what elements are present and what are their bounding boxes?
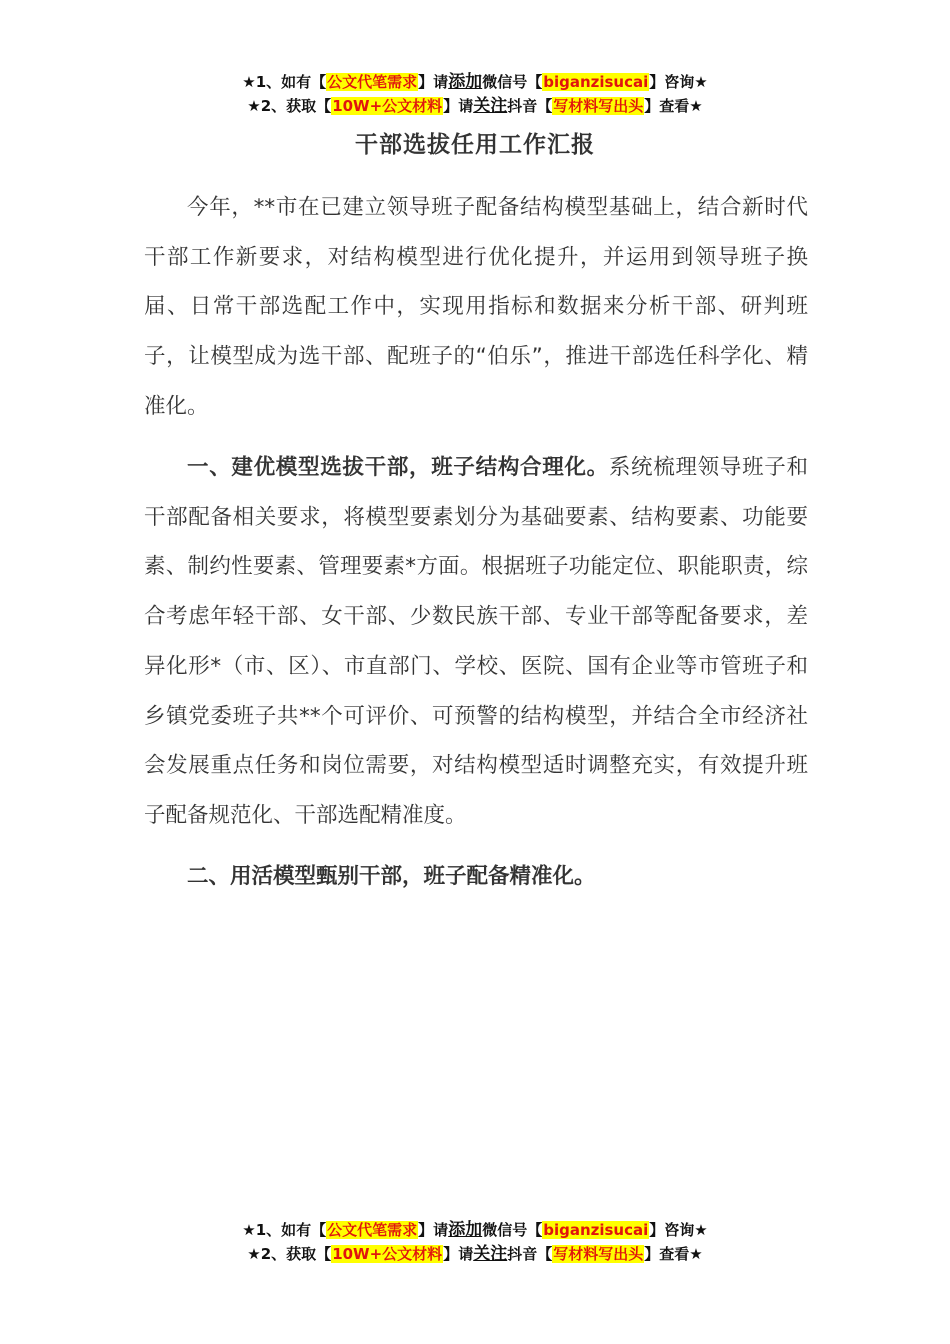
promo-text: 】查看★ <box>644 1245 703 1263</box>
promo-banner-top <box>0 70 950 118</box>
promo-emphasis: 关注 <box>473 1244 508 1264</box>
promo-text: 】请 <box>418 73 449 91</box>
promo-text: ★2、获取【 <box>247 97 332 115</box>
promo-text: 抖音【 <box>507 97 553 115</box>
promo-highlight: 公文代笔需求 <box>327 73 418 91</box>
section-body-1: 系统梳理领导班子和干部配备相关要求，将模型要素划分为基础要素、结构要素、功能要素、制约性要素、管理要素*方面。根据班子功能定位、职能职责，综合考虑年轻干部、女干部、少数民族干部、专业干部等配备要求，差异化形*（市、区）、市直部门、学校、医院、国有企业等市管班子和乡镇党委班子共**个可评价、可预警的结构模型，并结合全市经济社会发展重点任务和岗位需要，对结构模型适时调整充实，有效提升班子配备规范化、干部选配精准度。 <box>144 455 808 828</box>
promo-text: 】查看★ <box>644 97 703 115</box>
promo-text: 】请 <box>443 97 474 115</box>
promo-emphasis: 关注 <box>473 96 508 116</box>
promo-text: ★1、如有【 <box>242 73 327 91</box>
promo-highlight: 10W+公文材料 <box>332 1245 443 1263</box>
promo-line-1 <box>0 1218 950 1242</box>
promo-banner-bottom <box>0 1218 950 1266</box>
promo-highlight: 公文代笔需求 <box>327 1221 418 1239</box>
promo-text: 】咨询★ <box>649 1221 708 1239</box>
promo-highlight: 写材料写出头 <box>553 1245 644 1263</box>
paragraph-section-1 <box>144 443 808 841</box>
paragraph-section-2 <box>144 852 808 902</box>
promo-highlight: 写材料写出头 <box>553 97 644 115</box>
promo-line-2 <box>0 94 950 118</box>
promo-emphasis: 添加 <box>448 72 483 92</box>
document-title: 干部选拔任用工作汇报 <box>355 132 595 158</box>
section-heading-1: 一、建优模型选拔干部，班子结构合理化。 <box>187 455 609 480</box>
promo-highlight: biganzisucai <box>543 73 649 91</box>
promo-highlight: biganzisucai <box>543 1221 649 1239</box>
promo-emphasis: 添加 <box>448 1220 483 1240</box>
promo-text: 抖音【 <box>507 1245 553 1263</box>
promo-text: 】请 <box>418 1221 449 1239</box>
promo-text: ★2、获取【 <box>247 1245 332 1263</box>
promo-line-2 <box>0 1242 950 1266</box>
promo-text: 微信号【 <box>482 1221 543 1239</box>
promo-text: 】咨询★ <box>649 73 708 91</box>
promo-text: ★1、如有【 <box>242 1221 327 1239</box>
paragraph-intro: 今年，**市在已建立领导班子配备结构模型基础上，结合新时代干部工作新要求，对结构模型进行优化提升，并运用到领导班子换届、日常干部选配工作中，实现用指标和数据来分析干部、研判班子，让模型成为选干部、配班子的“伯乐”，推进干部选任科学化、精准化。 <box>144 195 808 419</box>
promo-text: 微信号【 <box>482 73 543 91</box>
section-heading-2: 二、用活模型甄别干部，班子配备精准化。 <box>187 864 596 889</box>
promo-text: 】请 <box>443 1245 474 1263</box>
promo-highlight: 10W+公文材料 <box>332 97 443 115</box>
promo-line-1 <box>0 70 950 94</box>
